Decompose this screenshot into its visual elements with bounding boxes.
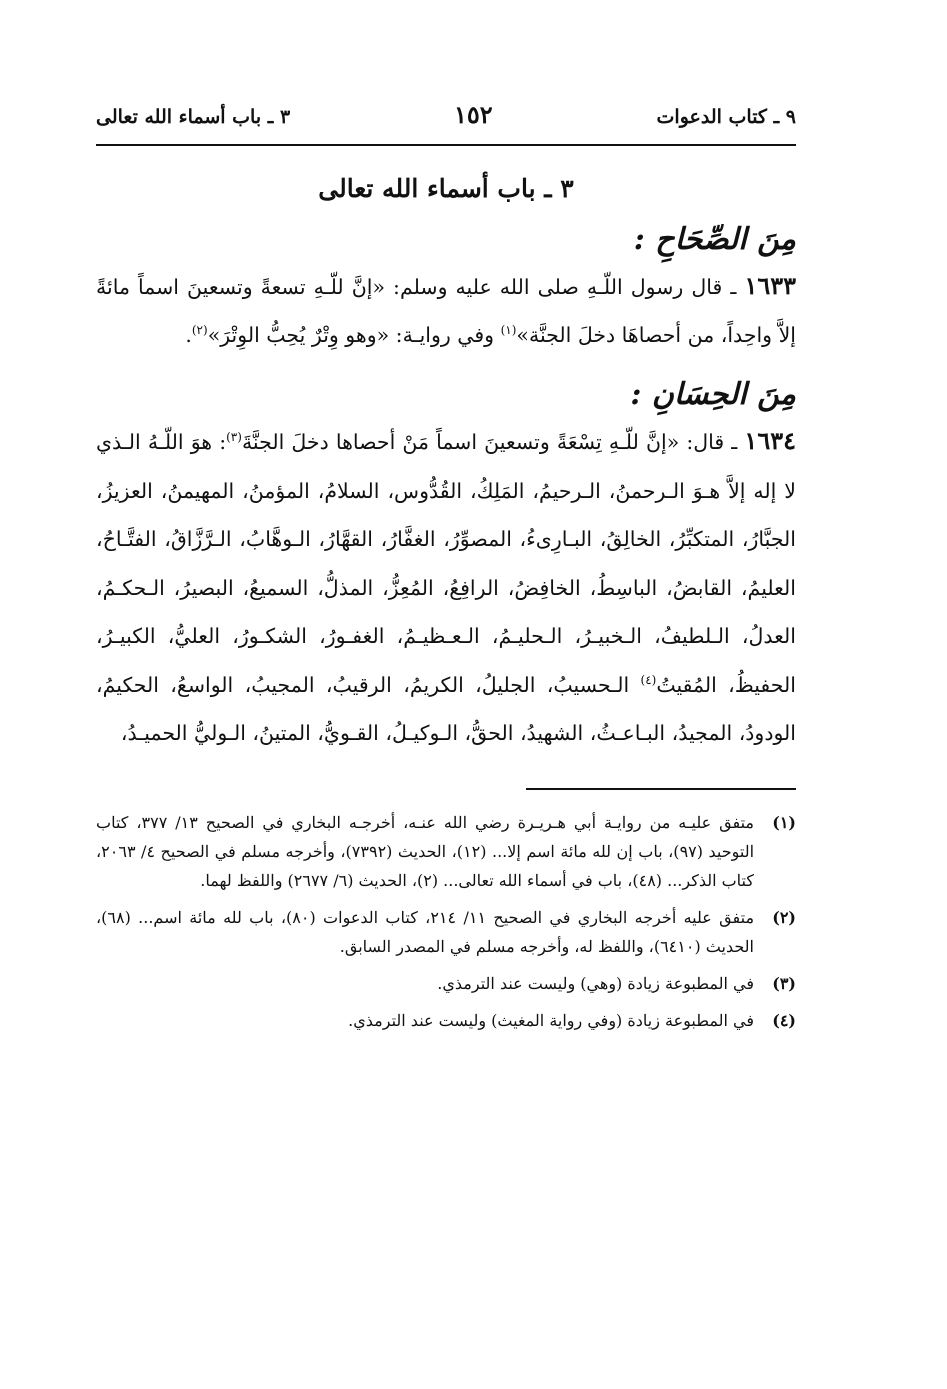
hasan-section-label: مِنَ الحِسَانِ :: [630, 377, 796, 412]
header-section-title: ٣ ـ باب أسماء الله تعالى: [96, 106, 291, 128]
footnote-item: [96, 808, 796, 895]
footnote-text: متفق عليه أخرجه البخاري في الصحيح ١١/ ٢١٤، كتاب الدعوات (٨٠)، باب لله مائة اسم... (٦٨)، الحديث (٦٤١٠)، واللفظ له، وأخرجه مسلم في المصدر السابق.: [96, 907, 755, 956]
footnote-item: [96, 903, 796, 961]
names-list-continued: الـحسيبُ، الجليلُ، الكريمُ، الرقيبُ، المجيبُ، الواسعُ، الحكيمُ، الودودُ، المجيدُ، البـاعـثُ، الشهيدُ، الحقُّ، الـوكيـلُ، القـويُّ، المتينُ، الـوليُّ الحميـدُ،: [96, 672, 796, 745]
footnote-ref-1[interactable]: (١): [500, 323, 517, 338]
hadith-number: ١٦٣٣: [744, 271, 796, 300]
hadith-text: ـ قال رسول اللّـهِ صلى الله عليه وسلم: «إنَّ للّـهِ تسعةً وتسعينَ اسماً مائةً إلاَّ واحِداً، من أحصاهَا دخلَ الجنَّة»: [96, 275, 796, 347]
chapter-title: ٣ ـ باب أسماء الله تعالى: [318, 174, 574, 203]
footnote-ref-4[interactable]: (٤): [640, 672, 657, 687]
footnote-text: في المطبوعة زيادة (وفي رواية المغيث) وليست عند الترمذي.: [348, 1010, 754, 1030]
names-list: : هوَ اللّـهُ الـذي لا إله إلاَّ هـوَ الـرحمنُ، الـرحيمُ، المَلِكُ، القُدُّوس، السلامُ، المؤمنُ، المهيمنُ، العزيزُ، الجبَّارُ، المتكبِّرُ، الخالِقُ، البـارِىءُ، المصوِّرُ، الغفَّارُ، القهَّارُ، الـوهَّابُ، الـرَّزَّاقُ، الفتَّـاحُ، العليمُ، القابضُ، الباسِطُ، الخافِضُ، الرافِعُ، المُعِزُّ، المذلُّ، السميعُ، البصيرُ، الـحكـمُ، العدلُ، الـلطيفُ، الـخبيـرُ، الـحليـمُ، الـعـظيـمُ، الغفـورُ، الشكـورُ، العليُّ، الكبيـرُ، الحفيظُ، المُقيتُ: [96, 430, 796, 697]
footnotes: [96, 808, 796, 1035]
hadith-text-continued: وفي روايـة: «وهو وِتْرٌ يُحِبُّ الوِتْرَ»: [207, 323, 501, 347]
footnote-mark: (٢): [772, 907, 796, 927]
footnote-item: [96, 969, 796, 998]
footnote-item: [96, 1006, 796, 1035]
footnote-mark: (٤): [772, 1010, 796, 1030]
hadith-text: ـ قال: «إنَّ للّـهِ تِسْعَةً وتسعينَ اسماً مَنْ أحصاها دخلَ الجنَّةَ: [241, 430, 738, 454]
footnote-mark: (٣): [772, 973, 796, 993]
footnote-divider: [526, 788, 796, 790]
hadith-text-end: .: [185, 323, 192, 347]
page-number: ١٥٢: [454, 100, 493, 129]
footnote-text: متفق عليـه من روايـة أبي هـريـرة رضي الله عنـه، أخرجـه البخاري في الصحيح ١٣/ ٣٧٧، كتاب التوحيد (٩٧)، باب إن لله مائة اسم إلا... (١٢)، الحديث (٧٣٩٢)، وأخرجه مسلم في الصحيح ٤/ ٢٠٦٣، كتاب الذكر... (٤٨)، باب في أسماء الله تعالى... (٢)، الحديث (٦/ ٢٦٧٧) واللفظ لهما.: [96, 812, 755, 890]
hadith-1634: [96, 417, 796, 758]
footnote-ref-2[interactable]: (٢): [191, 323, 208, 338]
footnote-mark: (١): [772, 812, 796, 832]
book-page: [96, 100, 796, 1043]
header-chapter-title: ٩ ـ كتاب الدعوات: [656, 106, 796, 128]
footnote-text: في المطبوعة زيادة (وهي) وليست عند الترمذي.: [437, 973, 754, 993]
footnote-ref-3[interactable]: (٣): [226, 430, 242, 445]
running-header: [96, 100, 796, 146]
sahih-section-label: مِنَ الصِّحَاحِ :: [633, 222, 796, 257]
hadith-1633: [96, 262, 796, 359]
hadith-number: ١٦٣٤: [744, 426, 796, 455]
